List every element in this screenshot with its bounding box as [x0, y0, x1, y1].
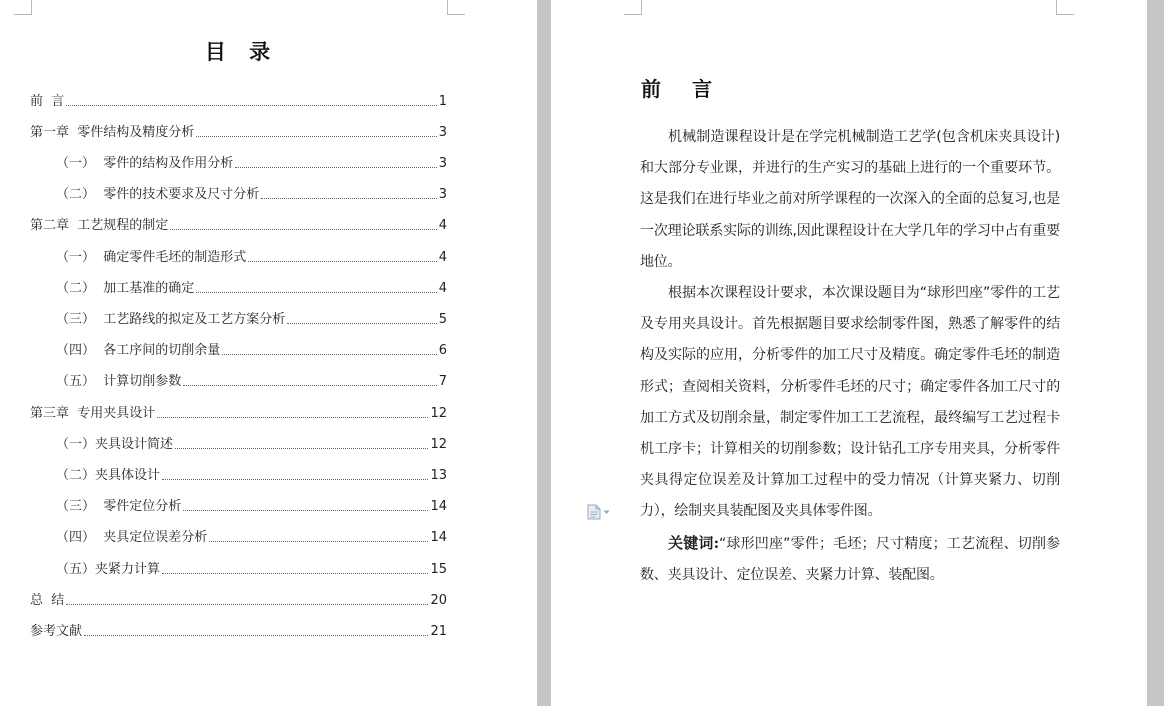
toc-entry-page: 7 — [438, 374, 447, 389]
toc-entry[interactable] — [30, 622, 447, 640]
toc-entry-text: （二） 加工基准的确定 — [56, 281, 195, 296]
toc-entry[interactable] — [30, 591, 447, 609]
toc-leader — [66, 604, 428, 605]
toc-leader — [209, 541, 428, 542]
keywords-label: 关键词: — [668, 533, 719, 552]
toc-entry[interactable] — [30, 216, 447, 234]
toc-leader — [235, 167, 436, 168]
toc-entry[interactable] — [56, 154, 447, 172]
toc-entry-page: 3 — [438, 187, 447, 202]
toc-entry[interactable] — [56, 466, 447, 484]
toc-page — [0, 0, 537, 706]
toc-entry-text: 前 言 — [30, 94, 65, 109]
toc-entry[interactable] — [30, 92, 447, 110]
toc-leader — [157, 417, 428, 418]
toc-entry[interactable] — [56, 279, 447, 297]
toc-entry[interactable] — [56, 435, 447, 453]
crop-mark-top-left — [624, 0, 642, 15]
document-icon — [587, 504, 601, 520]
toc-leader — [162, 479, 428, 480]
keywords-paragraph — [640, 528, 1060, 591]
toc-entry-text: （二） 零件的技术要求及尺寸分析 — [56, 187, 260, 202]
crop-mark-top-right — [447, 0, 465, 15]
preface-title: 前 言 — [641, 77, 724, 101]
toc-title: 目 录 — [204, 39, 279, 64]
crop-mark-top-left — [14, 0, 32, 15]
toc-leader — [66, 105, 436, 106]
toc-entry-text: （四） 夹具定位误差分析 — [56, 530, 208, 545]
chevron-down-icon — [603, 510, 610, 515]
toc-entry-page: 12 — [430, 437, 447, 452]
toc-entry-page: 1 — [438, 94, 447, 109]
toc-entry-page: 14 — [430, 499, 447, 514]
toc-entry-text: 第二章 工艺规程的制定 — [30, 218, 169, 233]
toc-entry-text: （一） 确定零件毛坯的制造形式 — [56, 250, 247, 265]
toc-leader — [162, 573, 428, 574]
toc-entry-text: 参考文献 — [30, 624, 83, 639]
toc-entry-page: 3 — [438, 125, 447, 140]
toc-entry-text: （五） 计算切削参数 — [56, 374, 182, 389]
toc-entry-text: 总 结 — [30, 593, 65, 608]
toc-leader — [248, 261, 436, 262]
toc-entry[interactable] — [56, 372, 447, 390]
toc-entry[interactable] — [30, 404, 447, 422]
page-gutter — [537, 0, 551, 706]
toc-entry-page: 21 — [430, 624, 447, 639]
toc-entry-text: （五）夹紧力计算 — [56, 562, 161, 577]
paste-options-icon[interactable] — [587, 503, 615, 521]
toc-entry[interactable] — [56, 185, 447, 203]
toc-entry-text: （三） 零件定位分析 — [56, 499, 182, 514]
preface-paragraph-2: 根据本次课程设计要求，本次课设题目为“球形凹座”零件的工艺及专用夹具设计。首先根据题目要求绘制零件图，熟悉了解零件的结构及实际的应用，分析零件的加工尺寸及精度。确定零件毛坯的制造形式；查阅相关资料，分析零件毛坯的尺寸；确定零件各加工尺寸的加工方式及切削余量，制定零件加工工艺流程，最终编写工艺过程卡机工序卡；计算相关的切削参数；设计钻孔工序专用夹具，分析零件夹具得定位误差及计算加工过程中的受力情况（计算夹紧力、切削力），绘制夹具装配图及夹具体零件图。 — [640, 285, 1060, 520]
toc-leader — [196, 136, 436, 137]
toc-entry[interactable] — [56, 560, 447, 578]
toc-leader — [261, 198, 436, 199]
toc-entry-page: 20 — [430, 593, 447, 608]
scroll-gutter — [1147, 0, 1164, 706]
toc-entry-page: 4 — [438, 281, 447, 296]
toc-leader — [222, 354, 436, 355]
toc-entry-page: 14 — [430, 530, 447, 545]
toc-leader — [183, 385, 436, 386]
toc-entry-page: 13 — [430, 468, 447, 483]
toc-entry-page: 12 — [430, 406, 447, 421]
preface-paragraph-1: 机械制造课程设计是在学完机械制造工艺学(包含机床夹具设计)和大部分专业课，并进行的生产实习的基础上进行的一个重要环节。这是我们在进行毕业之前对所学课程的一次深入的全面的总复习,也是一次理论联系实际的训练,因此课程设计在大学几年的学习中占有重要地位。 — [640, 129, 1060, 270]
toc-entry-page: 5 — [438, 312, 447, 327]
toc-leader — [170, 229, 436, 230]
toc-entry-text: （二）夹具体设计 — [56, 468, 161, 483]
toc-entry[interactable] — [56, 497, 447, 515]
toc-entry-page: 15 — [430, 562, 447, 577]
preface-body — [640, 122, 1060, 591]
toc-entry[interactable] — [56, 528, 447, 546]
toc-entry[interactable] — [30, 123, 447, 141]
toc-leader — [84, 635, 428, 636]
toc-entry-text: （一）夹具设计简述 — [56, 437, 174, 452]
toc-entry-page: 4 — [438, 218, 447, 233]
toc-entry-page: 6 — [438, 343, 447, 358]
toc-entry-text: 第一章 零件结构及精度分析 — [30, 125, 195, 140]
toc-entry-text: （四） 各工序间的切削余量 — [56, 343, 221, 358]
toc-entry-page: 3 — [438, 156, 447, 171]
toc-entry[interactable] — [56, 341, 447, 359]
toc-leader — [287, 323, 436, 324]
toc-entry[interactable] — [56, 310, 447, 328]
toc-entry-page: 4 — [438, 250, 447, 265]
toc-leader — [196, 292, 436, 293]
crop-mark-top-right — [1056, 0, 1074, 15]
toc-entry-text: （一） 零件的结构及作用分析 — [56, 156, 234, 171]
keywords-text: “球形凹座”零件；毛坯；尺寸精度；工艺流程、切削参数、夹具设计、定位误差、夹紧力计算、装配图。 — [640, 535, 1060, 583]
toc-leader — [175, 448, 428, 449]
toc-entry-text: （三） 工艺路线的拟定及工艺方案分析 — [56, 312, 286, 327]
toc-entry-text: 第三章 专用夹具设计 — [30, 406, 156, 421]
toc-leader — [183, 510, 428, 511]
toc-entry[interactable] — [56, 248, 447, 266]
